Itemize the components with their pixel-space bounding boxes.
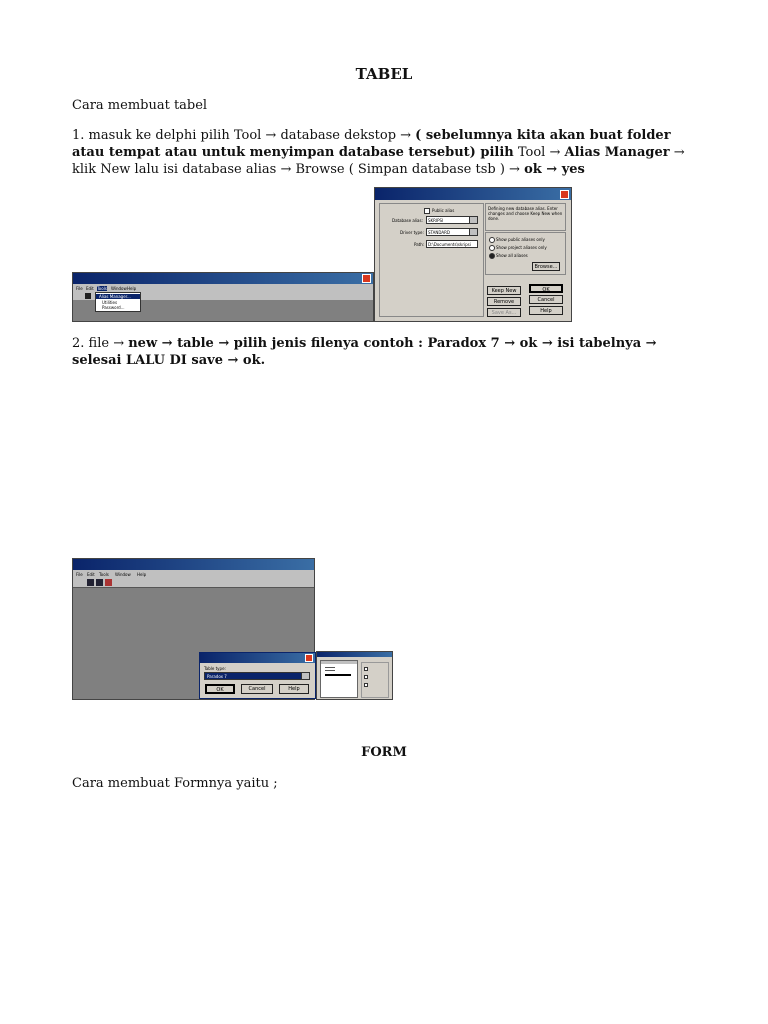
step1-bold2: Alias Manager	[564, 145, 670, 160]
step2-paragraph	[72, 335, 700, 369]
option-all: Show all aliases	[496, 253, 528, 258]
table-type-field	[204, 672, 310, 680]
chevron-down-icon	[469, 217, 477, 223]
radio-selected-icon	[489, 253, 495, 259]
dialog-titlebar	[200, 653, 315, 663]
info-text: Defining new database alias. Enter changes and choose Keep New when done.	[488, 206, 563, 221]
driver-value: STANDARD	[428, 230, 451, 235]
radio-icon	[489, 245, 495, 251]
browse-button: Browse...	[532, 262, 560, 271]
form-intro: Cara membuat Formnya yaitu ;	[72, 776, 278, 791]
cancel-button: Cancel	[529, 295, 563, 304]
remove-button: Remove	[487, 297, 521, 306]
sql-icon	[96, 579, 103, 586]
screenshot-database-desktop	[72, 272, 374, 322]
menu-edit: Edit	[87, 572, 95, 577]
step1-mid2: → klik New lalu isi database alias → Browse ( Simpan database tsb ) →	[72, 145, 685, 177]
menu-edit: Edit	[86, 286, 94, 291]
menu-window: Window	[115, 572, 131, 577]
grid-row	[325, 674, 351, 676]
window-titlebar	[73, 273, 373, 284]
table-type-label: Table type:	[204, 666, 226, 671]
chevron-down-icon	[469, 229, 477, 235]
checkbox-icon	[364, 675, 368, 679]
close-icon	[560, 190, 569, 199]
tools-submenu	[95, 292, 141, 312]
toolbar	[73, 578, 314, 588]
grid-row	[325, 670, 335, 671]
chevron-down-icon	[301, 673, 309, 679]
ok-button: OK	[205, 684, 235, 694]
properties-panel	[361, 662, 389, 698]
checkbox-icon	[364, 683, 368, 687]
grid-row	[325, 667, 335, 668]
step1-paragraph	[72, 127, 700, 178]
driver-field	[426, 228, 478, 236]
menu-bar	[73, 570, 314, 578]
close-icon	[362, 274, 371, 283]
menu-window: Window	[111, 286, 127, 291]
step1-prefix: 1. masuk ke delphi pilih Tool → database dekstop →	[72, 128, 416, 143]
driver-label: Driver type:	[400, 230, 424, 235]
option-project: Show project aliases only	[496, 245, 547, 250]
heading-form: FORM	[361, 745, 407, 760]
screenshot-alias-manager	[374, 187, 572, 322]
intro-text: Cara membuat tabel	[72, 98, 208, 113]
db-alias-label: Database alias:	[392, 218, 423, 223]
info-box	[485, 203, 566, 231]
window-titlebar	[73, 559, 314, 570]
menu-bar	[73, 284, 373, 292]
table-type-value: Paradox 7	[207, 674, 227, 679]
checkbox-icon	[364, 667, 368, 671]
menu-tools: Tools	[99, 572, 109, 577]
submenu-item-alias: Alias Manager...	[99, 294, 131, 299]
heading-tabel: TABEL	[355, 65, 413, 83]
step1-bold1: ( sebelumnya kita akan buat folder atau tempat atau untuk menyimpan database tersebut) pilih	[72, 128, 671, 160]
dialog-titlebar	[375, 188, 571, 200]
field-roster-grid	[320, 660, 358, 698]
step2-bold: new → table → pilih jenis filenya contoh : Paradox 7 → ok → isi tabelnya → selesai LALU DI save → ok.	[72, 336, 657, 368]
step1-bold3: ok → yes	[524, 162, 585, 177]
submenu-item-utilities: Utilities	[102, 300, 118, 305]
window-titlebar	[317, 652, 392, 657]
menu-file: File	[76, 572, 83, 577]
db-alias-field	[426, 216, 478, 224]
menu-file: File	[76, 286, 83, 291]
step2-prefix: 2. file →	[72, 336, 129, 351]
option-public: Show public aliases only	[496, 237, 545, 242]
path-label: Path:	[414, 242, 425, 247]
keep-new-button: Keep New	[487, 286, 521, 295]
show-options-group	[485, 232, 566, 275]
help-button: Help	[529, 306, 563, 315]
menu-help: Help	[127, 286, 137, 291]
save-as-button: Save As...	[487, 308, 521, 317]
menu-help: Help	[137, 572, 147, 577]
menu-tools: Tools	[97, 286, 107, 291]
close-icon	[305, 654, 313, 662]
radio-icon	[489, 237, 495, 243]
alias-group	[379, 203, 484, 317]
submenu-item-password: Password...	[102, 305, 125, 310]
open-icon	[87, 579, 94, 586]
cancel-button: Cancel	[241, 684, 273, 694]
screenshot-table-structure	[316, 651, 393, 700]
path-value: D:\Documents\skripsi	[428, 242, 471, 247]
table-icon	[105, 579, 112, 586]
public-alias-label: Public alias	[432, 208, 455, 213]
toolbar-icon	[85, 293, 91, 299]
db-alias-value: SKRIPSI	[428, 218, 444, 223]
grid-header	[321, 661, 357, 664]
ok-button: OK	[529, 284, 563, 293]
public-alias-checkbox	[424, 208, 430, 214]
step1-mid1: Tool →	[513, 145, 565, 160]
help-button: Help	[279, 684, 309, 694]
table-type-dialog	[199, 652, 316, 699]
path-field	[426, 240, 478, 248]
